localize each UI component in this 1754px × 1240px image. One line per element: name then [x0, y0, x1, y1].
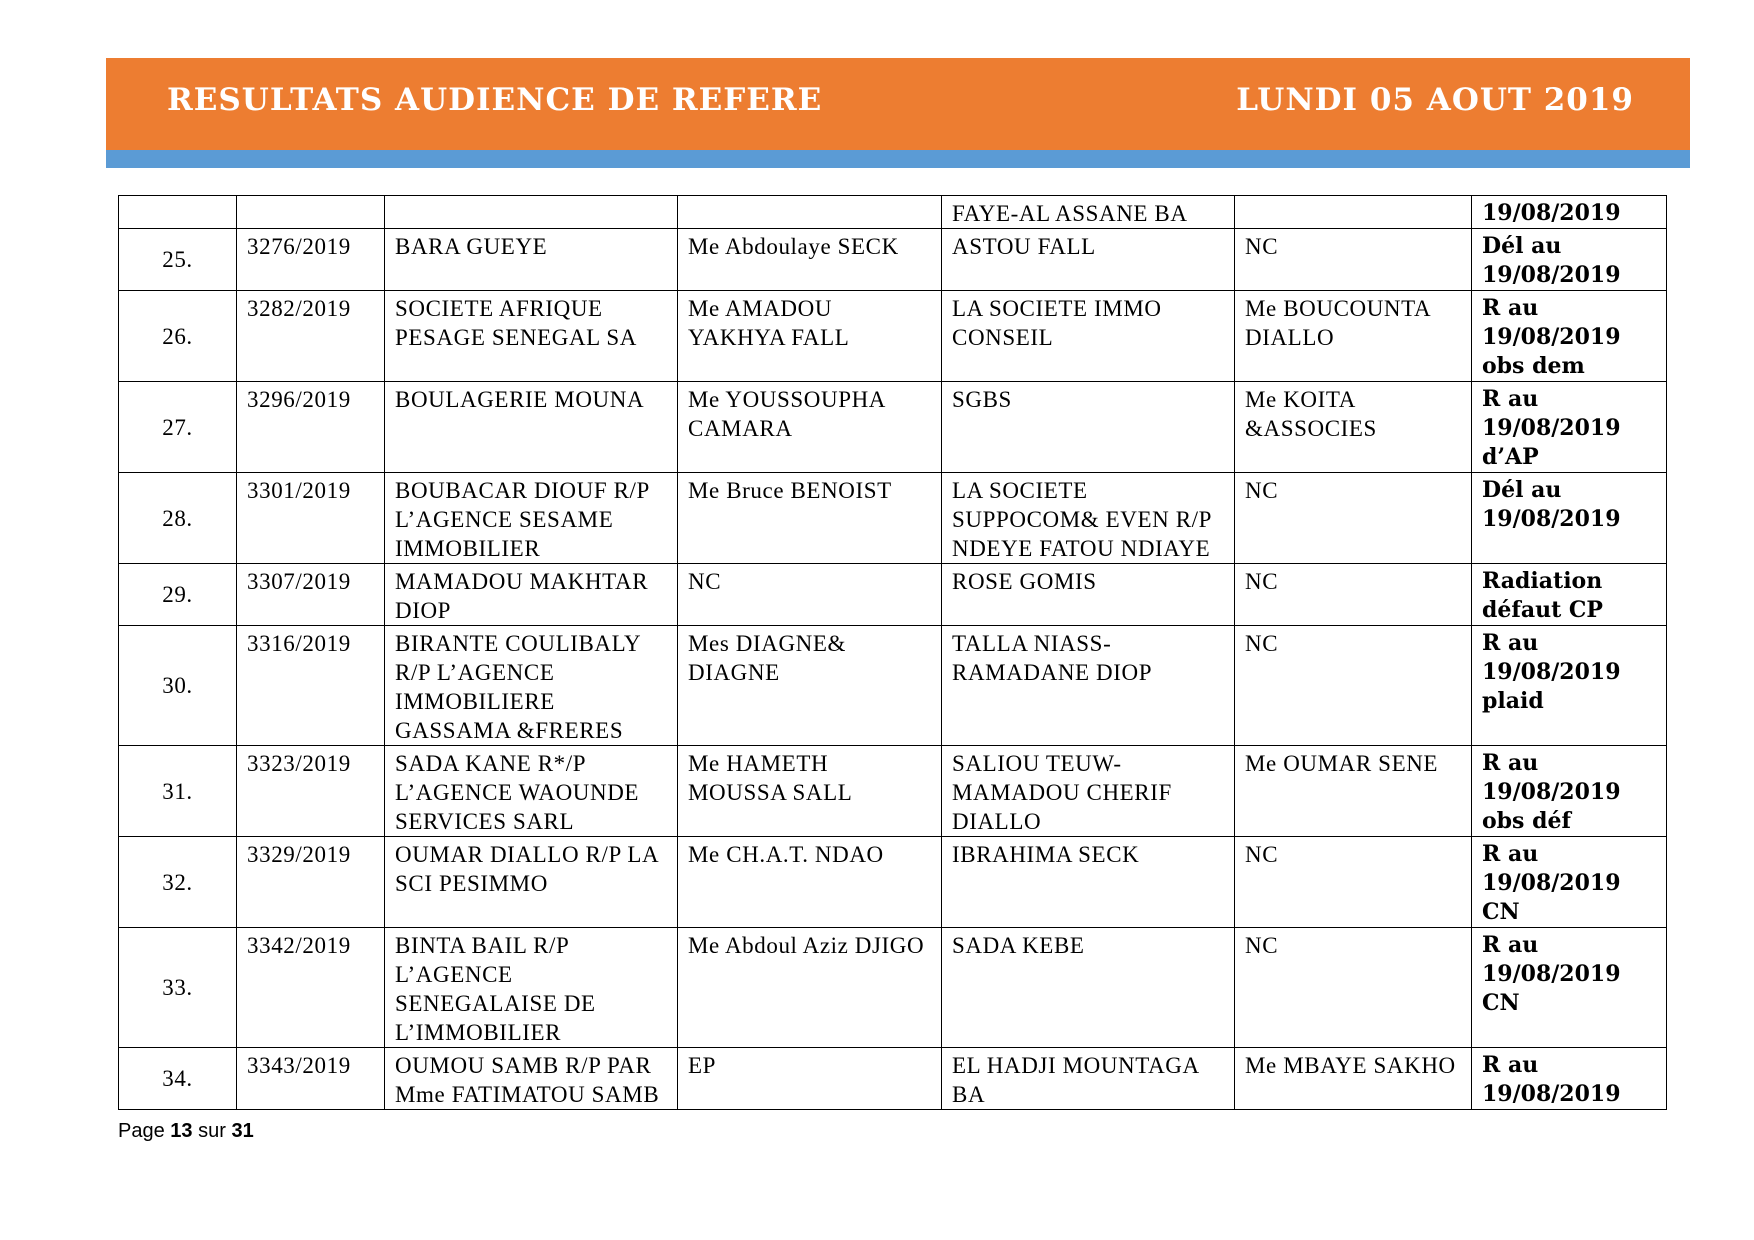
cell-demandeur [385, 196, 678, 229]
cell-decision: 19/08/2019 [1472, 196, 1667, 229]
table-row [119, 229, 1667, 291]
cell-number: 25. [119, 229, 237, 291]
cell-reference: 3343/2019 [237, 1048, 385, 1110]
cell-demandeur: MAMADOU MAKHTAR DIOP [385, 564, 678, 626]
cell-defendeur: LA SOCIETE SUPPOCOM& EVEN R/P NDEYE FATOU NDIAYE [942, 473, 1235, 564]
cell-reference: 3323/2019 [237, 746, 385, 837]
cell-decision: R au 19/08/2019 d’AP [1472, 382, 1667, 473]
table-row [119, 382, 1667, 473]
cell-defendeur: EL HADJI MOUNTAGA BA [942, 1048, 1235, 1110]
cell-avocat-defendeur: Me BOUCOUNTA DIALLO [1235, 291, 1472, 382]
cell-decision: R au 19/08/2019 obs déf [1472, 746, 1667, 837]
cell-demandeur: SOCIETE AFRIQUE PESAGE SENEGAL SA [385, 291, 678, 382]
cell-demandeur: BOULAGERIE MOUNA [385, 382, 678, 473]
table-row [119, 1048, 1667, 1110]
cell-number [119, 196, 237, 229]
cell-avocat-demandeur: Me Abdoul Aziz DJIGO [678, 928, 942, 1048]
cell-number: 28. [119, 473, 237, 564]
cell-decision: Radiation défaut CP [1472, 564, 1667, 626]
table-row [119, 473, 1667, 564]
cell-avocat-demandeur: Mes DIAGNE& DIAGNE [678, 626, 942, 746]
table-row [119, 564, 1667, 626]
cell-avocat-demandeur: NC [678, 564, 942, 626]
footer-total-pages: 31 [231, 1120, 254, 1142]
cell-demandeur: SADA KANE R*/P L’AGENCE WAOUNDE SERVICES SARL [385, 746, 678, 837]
cell-reference: 3329/2019 [237, 837, 385, 928]
cell-reference: 3282/2019 [237, 291, 385, 382]
cell-decision: R au 19/08/2019 plaid [1472, 626, 1667, 746]
cell-avocat-defendeur: NC [1235, 564, 1472, 626]
table-row [119, 291, 1667, 382]
cell-avocat-demandeur [678, 196, 942, 229]
cell-defendeur: SGBS [942, 382, 1235, 473]
cell-decision: Dél au 19/08/2019 [1472, 229, 1667, 291]
cell-decision: R au 19/08/2019 CN [1472, 837, 1667, 928]
cell-avocat-defendeur: NC [1235, 229, 1472, 291]
cell-number: 26. [119, 291, 237, 382]
cell-reference: 3342/2019 [237, 928, 385, 1048]
cell-defendeur: ASTOU FALL [942, 229, 1235, 291]
cell-demandeur: OUMAR DIALLO R/P LA SCI PESIMMO [385, 837, 678, 928]
cell-avocat-demandeur: Me Bruce BENOIST [678, 473, 942, 564]
cell-avocat-defendeur: Me MBAYE SAKHO [1235, 1048, 1472, 1110]
cell-defendeur: ROSE GOMIS [942, 564, 1235, 626]
cell-reference: 3296/2019 [237, 382, 385, 473]
cell-demandeur: BOUBACAR DIOUF R/P L’AGENCE SESAME IMMOBILIER [385, 473, 678, 564]
cell-decision: R au 19/08/2019 CN [1472, 928, 1667, 1048]
table-row [119, 928, 1667, 1048]
cell-decision: R au 19/08/2019 [1472, 1048, 1667, 1110]
footer-page-number: 13 [170, 1120, 193, 1142]
table-row [119, 746, 1667, 837]
cell-number: 29. [119, 564, 237, 626]
cell-avocat-defendeur: NC [1235, 473, 1472, 564]
cell-demandeur: BARA GUEYE [385, 229, 678, 291]
table-row [119, 626, 1667, 746]
cell-avocat-demandeur: Me Abdoulaye SECK [678, 229, 942, 291]
cell-avocat-defendeur: Me KOITA &ASSOCIES [1235, 382, 1472, 473]
cell-defendeur: SALIOU TEUW-MAMADOU CHERIF DIALLO [942, 746, 1235, 837]
page-footer [118, 1120, 254, 1143]
cell-avocat-demandeur: EP [678, 1048, 942, 1110]
results-table [118, 195, 1667, 1110]
cell-avocat-defendeur: NC [1235, 837, 1472, 928]
cell-number: 27. [119, 382, 237, 473]
cell-reference: 3316/2019 [237, 626, 385, 746]
cell-avocat-demandeur: Me HAMETH MOUSSA SALL [678, 746, 942, 837]
cell-avocat-defendeur: NC [1235, 928, 1472, 1048]
cell-number: 30. [119, 626, 237, 746]
cell-defendeur: IBRAHIMA SECK [942, 837, 1235, 928]
cell-defendeur: FAYE-AL ASSANE BA [942, 196, 1235, 229]
cell-decision: Dél au 19/08/2019 [1472, 473, 1667, 564]
cell-avocat-defendeur [1235, 196, 1472, 229]
table-row-continuation [119, 196, 1667, 229]
cell-demandeur: BINTA BAIL R/P L’AGENCE SENEGALAISE DE L’IMMOBILIER [385, 928, 678, 1048]
cell-number: 34. [119, 1048, 237, 1110]
footer-of-label: sur [198, 1120, 226, 1142]
cell-avocat-demandeur: Me AMADOU YAKHYA FALL [678, 291, 942, 382]
cell-demandeur: BIRANTE COULIBALY R/P L’AGENCE IMMOBILIERE GASSAMA &FRERES [385, 626, 678, 746]
cell-defendeur: LA SOCIETE IMMO CONSEIL [942, 291, 1235, 382]
cell-number: 31. [119, 746, 237, 837]
footer-page-label: Page [118, 1120, 165, 1142]
cell-reference: 3301/2019 [237, 473, 385, 564]
cell-number: 32. [119, 837, 237, 928]
cell-avocat-defendeur: Me OUMAR SENE [1235, 746, 1472, 837]
results-table-body [119, 196, 1667, 1110]
cell-reference: 3307/2019 [237, 564, 385, 626]
hearing-date: LUNDI 05 AOUT 2019 [1236, 82, 1634, 118]
cell-number: 33. [119, 928, 237, 1048]
table-row [119, 837, 1667, 928]
header-stripe [106, 150, 1690, 168]
cell-reference [237, 196, 385, 229]
cell-defendeur: TALLA NIASS-RAMADANE DIOP [942, 626, 1235, 746]
cell-avocat-demandeur: Me CH.A.T. NDAO [678, 837, 942, 928]
cell-avocat-defendeur: NC [1235, 626, 1472, 746]
cell-decision: R au 19/08/2019 obs dem [1472, 291, 1667, 382]
cell-avocat-demandeur: Me YOUSSOUPHA CAMARA [678, 382, 942, 473]
cell-demandeur: OUMOU SAMB R/P PAR Mme FATIMATOU SAMB [385, 1048, 678, 1110]
cell-reference: 3276/2019 [237, 229, 385, 291]
page-title: RESULTATS AUDIENCE DE REFERE [167, 82, 823, 118]
cell-defendeur: SADA KEBE [942, 928, 1235, 1048]
